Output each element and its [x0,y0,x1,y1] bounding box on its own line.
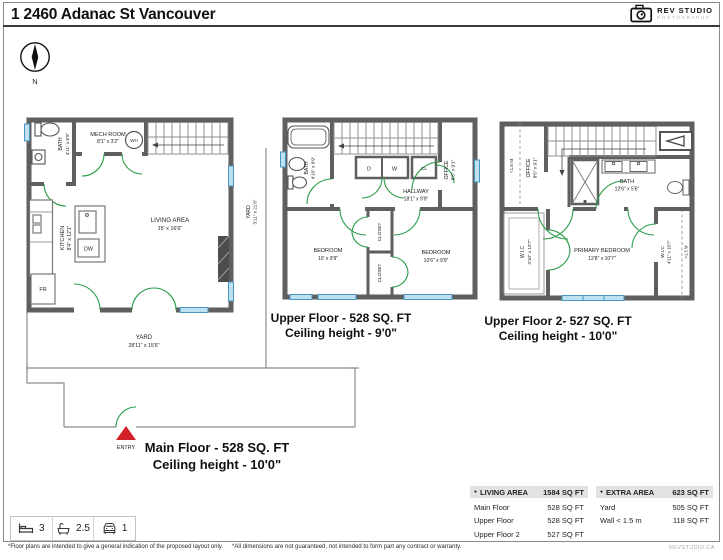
room-dim: 15' x 16'6" [157,226,183,232]
upper-floor2-caption: Upper Floor 2- 527 SQ. FT Ceiling height - 10'0" [484,314,632,343]
appliance-label: DW [84,246,93,253]
bath-count: 2.5 [52,517,94,540]
media-wall [218,236,229,282]
window [229,282,234,301]
table-header: ● LIVING AREA 1584 SQ FT [470,486,588,498]
room-label: BATH [58,137,64,151]
appliance-label: W [391,166,398,173]
bullet-icon: ● [474,489,478,495]
room-label: BEDROOM [421,250,451,256]
entry-marker-icon [116,426,136,440]
room-label: W.I.C [661,246,666,258]
window [281,152,286,167]
water-heater-label: WH [130,138,138,143]
room-dim: 4'10" x 10'7" [527,239,532,265]
closet-label: CLOSET [377,222,382,242]
room-dim: 8'5" x 9'1" [450,159,456,181]
wall-height-note: <1.5 M [683,245,689,259]
room-dim: 8'1" x 3'2" [97,139,119,145]
table-row: Wall < 1.5 m 118 SQ FT [600,516,709,526]
feature-counts [10,516,136,541]
footer-note-middle: *All dimensions are not guaranteed, not intended to form part any contract or warranty. [232,544,462,550]
room-label: YARD [246,205,252,219]
room-label: OFFICE [526,158,532,178]
table-header: ● EXTRA AREA 623 SQ FT [596,486,713,498]
room-dim: 4'11" x 10'7" [666,240,672,264]
room-label: YARD [135,335,153,341]
toilet-fixture [668,182,683,194]
window [229,166,234,186]
room-dim: 8'5" x 9'1" [532,157,538,179]
room-label: PRIMARY BEDROOM [574,248,630,254]
shower-fixture [572,160,598,204]
logo-line2: PHOTOGRAPHY [657,15,711,20]
room-label: W.I.C [520,245,526,259]
room-label: BEDROOM [313,248,343,254]
compass-needle-icon [32,44,39,70]
toilet-fixture [41,123,59,136]
table-row: Upper Floor 2 527 SQ FT [474,529,584,539]
extra-area-table [596,486,713,525]
window [475,160,480,182]
table-row: Upper Floor 528 SQ FT [474,516,584,526]
window [562,296,624,301]
window [25,124,30,141]
skylight-icon [660,132,692,150]
entry-label: ENTRY [116,445,136,451]
header-rule [3,25,720,27]
footer-brand: REVSTUDIO.CA [668,545,715,551]
wall-height-note: <1.5 M [509,158,514,174]
bullet-icon: ● [600,489,604,495]
windows [562,296,624,301]
room-dim: 18'1" x 9'9" [403,196,429,203]
toilet-fixture [35,123,41,136]
toilet-fixture [683,180,689,195]
table-row: Main Floor 528 SQ FT [474,502,584,512]
appliance-label: FR [39,287,47,293]
garage-count: 1 [93,517,135,540]
logo-line1: REV STUDIO [657,6,713,15]
main-floor-caption: Main Floor - 528 SQ. FT Ceiling height - 10'0" [144,440,290,472]
closet-label: CL [420,167,428,172]
compass [16,38,56,90]
room-dim: 12'8" x 10'7" [588,256,616,262]
room-label: OFFICE [444,160,450,180]
window [180,308,208,313]
page-title: 1 2460 Adanac St Vancouver [11,6,216,23]
studio-logo [630,4,713,23]
room-label: BATH [304,161,310,175]
appliance-label: D [367,166,371,173]
entry-door-arc [116,407,136,427]
room-label: BATH [619,179,635,185]
compass-north-label: N [32,77,38,86]
closet-label: CLOSET [377,263,382,283]
camera-icon [630,4,653,23]
window [290,295,312,300]
upper-floor2-plan [488,112,698,307]
table-row: Yard 505 SQ FT [600,502,709,512]
room-label: KITCHEN [60,225,66,251]
room-dim: 28'11" x 15'6" [128,343,160,349]
living-area-table [470,486,588,539]
upper-floor-caption: Upper Floor - 528 SQ. FT Ceiling height - 9'0" [270,311,412,340]
toilet-fixture [293,177,307,188]
stove-burner [33,215,41,223]
room-dim: 10' x 9'9" [317,256,339,262]
room-label: LIVING AREA [150,217,190,224]
sink-fixture [289,158,305,171]
bed-icon [18,522,34,535]
stove-burner [33,225,41,233]
bed-count: 3 [11,517,52,540]
room-dim: 4'10" x 9'9" [310,156,316,180]
footer-note-left: *Floor plans are intended to give a general indication of the proposed layout only. [8,544,224,550]
window [404,295,452,300]
room-dim: 4'11" x 6'9" [65,132,70,156]
room-dim: 3'11" x 21'8" [252,199,258,225]
room-dim: 12'6" x 5'6" [614,186,640,193]
kitchen-counter [30,200,53,276]
room-label: HALLWAY [403,189,429,195]
room-dim: 10'6" x 9'9" [423,258,449,264]
window [318,295,356,300]
bath-icon [56,522,71,536]
room-dim: 8'4" x 12'1" [67,225,73,251]
upper-floor-plan [280,112,480,307]
room-label: MECH ROOM [90,132,126,138]
car-icon [102,522,117,535]
